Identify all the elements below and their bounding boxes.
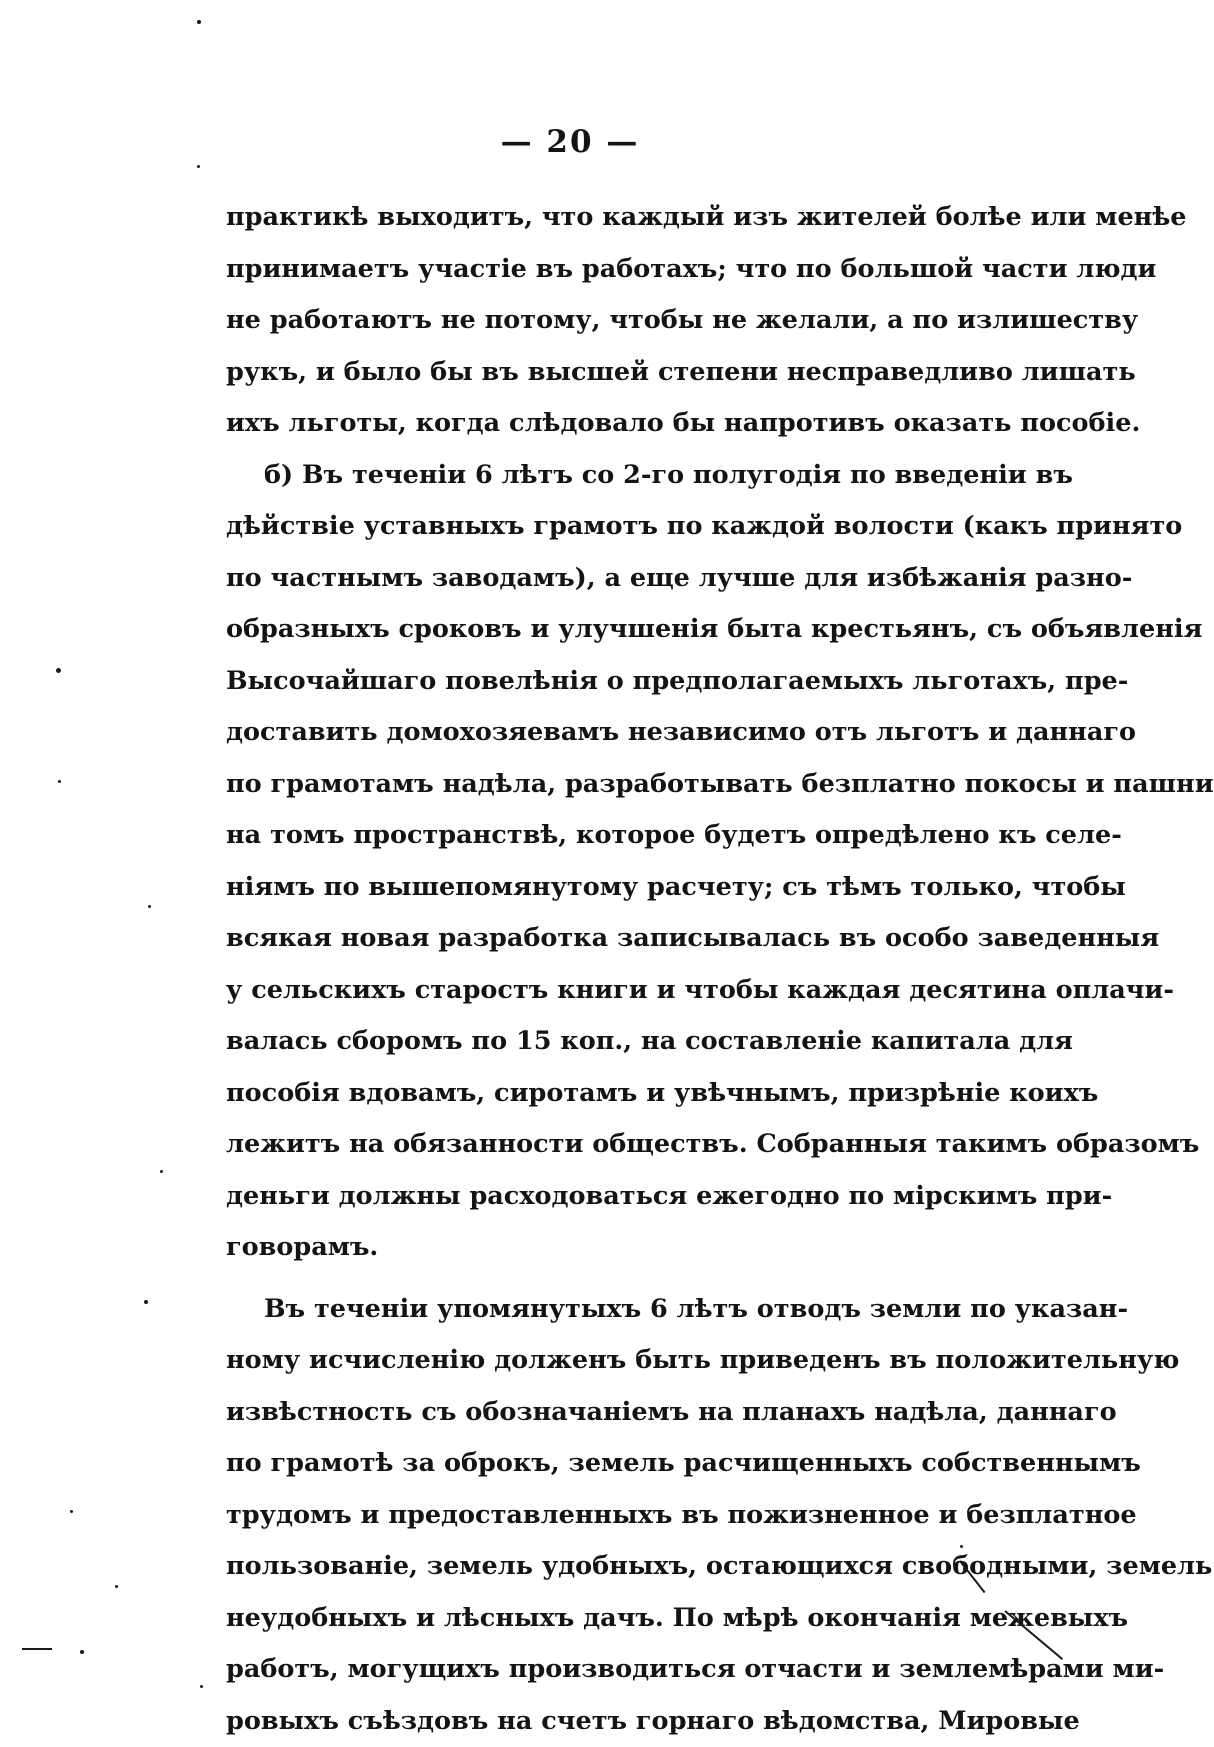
- scan-speck: [70, 1510, 73, 1513]
- text-line: практикѣ выходитъ, что каждый изъ жителей болѣе или менѣе: [226, 192, 1028, 244]
- text-line: образныхъ сроковъ и улучшенія быта крестьянъ, съ объявленія: [226, 604, 1028, 656]
- text-line: доставить домохозяевамъ независимо отъ льготъ и даннаго: [226, 707, 1028, 759]
- scan-speck: [148, 905, 151, 908]
- text-line: извѣстность съ обозначаніемъ на планахъ надѣла, даннаго: [226, 1387, 1028, 1439]
- text-line: принимаетъ участіе въ работахъ; что по большой части люди: [226, 244, 1028, 296]
- text-line: по грамотѣ за оброкъ, земель расчищенныхъ собственнымъ: [226, 1438, 1028, 1490]
- text-line: работъ, могущихъ производиться отчасти и землемѣрами ми-: [226, 1644, 1028, 1696]
- scan-speck: [144, 1300, 148, 1304]
- scan-speck: [960, 1545, 963, 1548]
- text-line: Высочайшаго повелѣнія о предполагаемыхъ льготахъ, пре-: [226, 656, 1028, 708]
- page-number: — 20 —: [0, 124, 1140, 160]
- scan-speck: [160, 1170, 163, 1173]
- text-line: ніямъ по вышепомянутому расчету; съ тѣмъ только, чтобы: [226, 862, 1028, 914]
- scan-speck: [197, 20, 201, 24]
- text-line: по частнымъ заводамъ), а еще лучше для избѣжанія разно-: [226, 553, 1028, 605]
- text-line: говорамъ.: [226, 1222, 1028, 1274]
- text-line: ихъ льготы, когда слѣдовало бы напротивъ оказать пособіе.: [226, 398, 1028, 450]
- scan-speck: [56, 668, 61, 673]
- text-line: пользованіе, земель удобныхъ, остающихся свободными, земель: [226, 1541, 1028, 1593]
- text-line: ровыхъ съѣздовъ на счетъ горнаго вѣдомства, Мировые: [226, 1696, 1028, 1747]
- text-line: неудобныхъ и лѣсныхъ дачъ. По мѣрѣ окончанія межевыхъ: [226, 1593, 1028, 1645]
- text-line: на томъ пространствѣ, которое будетъ опредѣлено къ селе-: [226, 810, 1028, 862]
- text-line: не работаютъ не потому, чтобы не желали, а по излишеству: [226, 295, 1028, 347]
- scan-mark: [22, 1648, 52, 1650]
- text-line: по грамотамъ надѣла, разработывать безплатно покосы и пашни: [226, 759, 1028, 811]
- text-line: дѣйствіе уставныхъ грамотъ по каждой волости (какъ принято: [226, 501, 1028, 553]
- paragraph-gap: [226, 1274, 1028, 1284]
- text-line: всякая новая разработка записывалась въ особо заведенныя: [226, 913, 1028, 965]
- scan-speck: [58, 780, 61, 783]
- body-text: [226, 192, 1028, 1747]
- scan-speck: [197, 165, 200, 168]
- text-line: лежитъ на обязанности обществъ. Собранныя такимъ образомъ: [226, 1119, 1028, 1171]
- text-line: у сельскихъ старостъ книги и чтобы каждая десятина оплачи-: [226, 965, 1028, 1017]
- scan-speck: [115, 1585, 118, 1588]
- text-line: рукъ, и было бы въ высшей степени несправедливо лишать: [226, 347, 1028, 399]
- text-line: ному исчисленію долженъ быть приведенъ въ положительную: [226, 1335, 1028, 1387]
- text-line: Въ теченіи упомянутыхъ 6 лѣтъ отводъ земли по указан-: [226, 1284, 1028, 1336]
- text-line: деньги должны расходоваться ежегодно по мірскимъ при-: [226, 1171, 1028, 1223]
- text-line: пособія вдовамъ, сиротамъ и увѣчнымъ, призрѣніе коихъ: [226, 1068, 1028, 1120]
- scan-speck: [200, 1685, 203, 1688]
- scan-speck: [80, 1650, 84, 1654]
- text-line: трудомъ и предоставленныхъ въ пожизненное и безплатное: [226, 1490, 1028, 1542]
- text-line: валась сборомъ по 15 коп., на составленіе капитала для: [226, 1016, 1028, 1068]
- text-line: б) Въ теченіи 6 лѣтъ со 2-го полугодія по введеніи въ: [226, 450, 1028, 502]
